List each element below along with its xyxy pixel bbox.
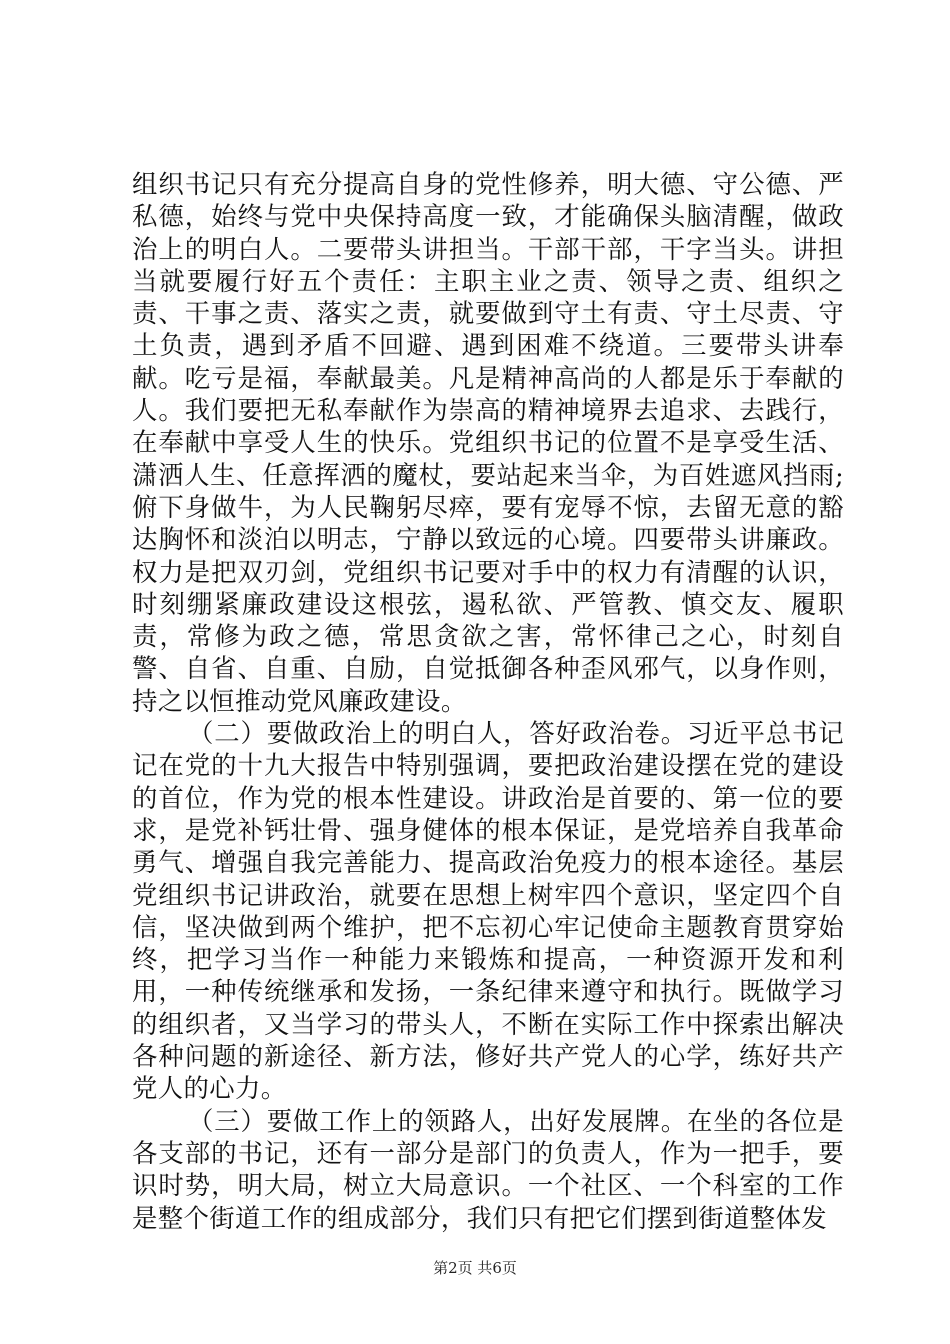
paragraph-section-three: （三）要做工作上的领路人，出好发展牌。在坐的各位是各支部的书记，还有一部分是部门的负责人，作为一把手，要识时势，明大局，树立大局意识。一个社区、一个科室的工作是整个街道工作的组成部分，我们只有把它们摆到街道整体发 bbox=[132, 1105, 844, 1233]
paragraph-continuation: 组织书记只有充分提高自身的党性修养，明大德、守公德、严私德，始终与党中央保持高度一致，才能确保头脑清醒，做政治上的明白人。二要带头讲担当。干部干部，干字当头。讲担当就要履行好五个责任：主职主业之责、领导之责、组织之责、干事之责、落实之责，就要做到守土有责、守土尽责、守土负责，遇到矛盾不回避、遇到困难不绕道。三要带头讲奉献。吃亏是福，奉献最美。凡是精神高尚的人都是乐于奉献的人。我们要把无私奉献作为崇高的精神境界去追求、去践行，在奉献中享受人生的快乐。党组织书记的位置不是享受生活、潇洒人生、任意挥洒的魔杖，要站起来当伞，为百姓遮风挡雨;俯下身做牛，为人民鞠躬尽瘁，要有宠辱不惊，去留无意的豁达胸怀和淡泊以明志，宁静以致远的心境。四要带头讲廉政。权力是把双刃剑，党组织书记要对手中的权力有清醒的认识，时刻绷紧廉政建设这根弦，遏私欲、严管教、慎交友、履职责，常修为政之德，常思贪欲之害，常怀律己之心，时刻自警、自省、自重、自励，自觉抵御各种歪风邪气，以身作则，持之以恒推动党风廉政建设。 bbox=[132, 169, 844, 716]
document-body bbox=[132, 168, 844, 1234]
paragraph-section-two: （二）要做政治上的明白人，答好政治卷。习近平总书记记在党的十九大报告中特别强调，要把政治建设摆在党的建设的首位，作为党的根本性建设。讲政治是首要的、第一位的要求，是党补钙壮骨、强身健体的根本保证，是党培养自我革命勇气、增强自我完善能力、提高政治免疫力的根本途径。基层党组织书记讲政治，就要在思想上树牢四个意识，坚定四个自信，坚决做到两个维护，把不忘初心牢记使命主题教育贯穿始终，把学习当作一种能力来锻炼和提高，一种资源开发和利用，一种传统继承和发扬，一条纪律来遵守和执行。既做学习的组织者，又当学习的带头人，不断在实际工作中探索出解决各种问题的新途径、新方法，修好共产党人的心学，练好共产党人的心力。 bbox=[132, 718, 844, 1104]
page-footer: 第2页 共6页 bbox=[433, 1259, 517, 1277]
